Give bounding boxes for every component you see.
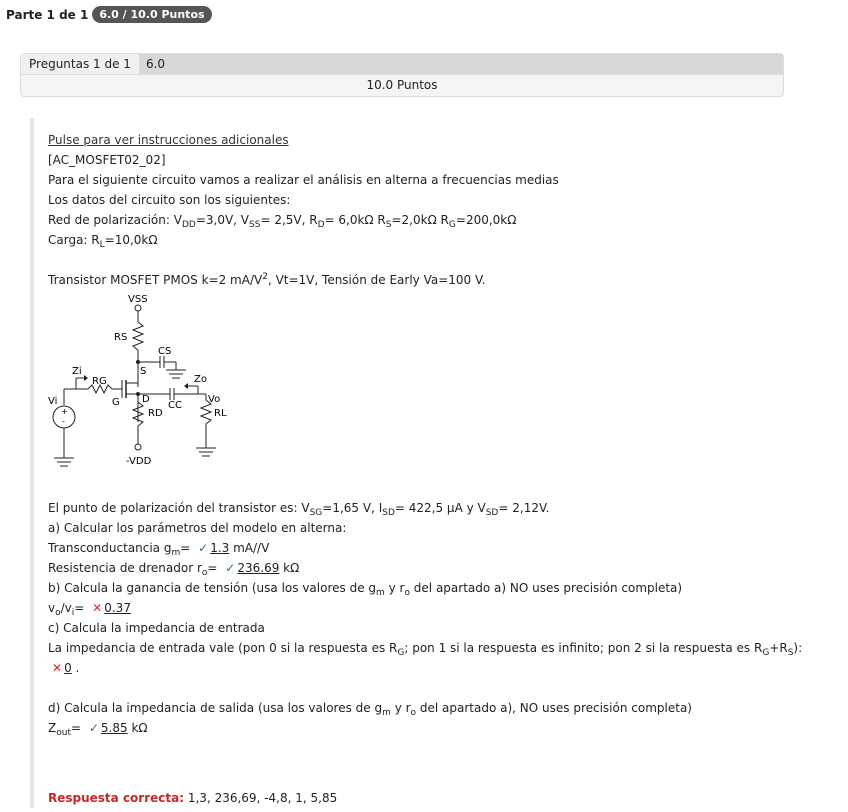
label-g: G <box>112 397 120 408</box>
question-count-label: Preguntas 1 de 1 <box>21 54 140 74</box>
transistor-data: Transistor MOSFET PMOS k=2 $mA/V^2$, Vt=1V, Tensión de Early Va=100 V. <box>48 272 486 287</box>
label-vi: Vi <box>48 396 58 407</box>
data-intro: Los datos del circuito son los siguientes: <box>48 193 291 207</box>
bias-point: El punto de polarización del transistor es: $V_{SG}=1,65$ V, $I_{SD}= 422,5$ µA y $V_{SD}= 2,12V$. <box>48 501 550 518</box>
label-vo: Vo <box>208 394 221 405</box>
intro-text: Para el siguiente circuito vamos a realizar el análisis en alterna a frecuencias medias <box>48 173 559 187</box>
zin-answer: 0 <box>64 661 72 675</box>
score-badge: 6.0 / 10.0 Puntos <box>92 6 211 23</box>
check-icon: ✓ <box>88 721 99 735</box>
label-rs: RS <box>114 332 128 343</box>
gm-answer: 1.3 <box>210 541 230 555</box>
question-summary <box>20 53 784 97</box>
part-header <box>6 6 212 23</box>
zin-row: La impedancia de entrada vale (pon 0 si la respuesta es $R_G$; pon 1 si la respuesta es infinito; pon 2 si la respuesta es $R_G+R_S$): ✕ 0 . <box>48 641 803 675</box>
circuit-diagram <box>48 292 248 482</box>
question-body <box>48 130 828 808</box>
content-left-bar <box>30 118 34 808</box>
correct-values: 1,3, 236,69, -4,8, 1, 5,85 <box>187 791 338 805</box>
label-s: S <box>140 366 147 377</box>
polarization-data: Red de polarización: $V_{DD}=3,0V$, $V_{SS}= 2,5V$, $R_D= 6,0k\Omega$ $R_S=2,0k\Omega$ $R_G=200,0k\Omega$ <box>48 213 517 230</box>
label-rg: RG <box>92 376 107 387</box>
gain-answer: 0.37 <box>104 601 131 615</box>
label-cc: CC <box>168 400 182 411</box>
label-zi: Zi <box>72 366 82 377</box>
label-cs: CS <box>158 346 172 357</box>
gm-row: Transconductancia $g_m=$ ✓ 1.3 mA//V <box>48 541 270 558</box>
label-d: D <box>142 394 150 405</box>
instructions-link[interactable]: Pulse para ver instrucciones adicionales <box>48 133 289 147</box>
label-vss: VSS <box>128 294 148 305</box>
svg-text:+: + <box>61 407 68 416</box>
ro-row: Resistencia de drenador $r_o=$ ✓ 236.69 kΩ <box>48 561 300 578</box>
label-rd: RD <box>148 408 163 419</box>
correct-answer <box>48 788 828 808</box>
question-score-value: 6.0 <box>140 54 783 74</box>
part-a-title: a) Calcular los parámetros del modelo en alterna: <box>48 521 347 535</box>
label-zo: Zo <box>194 374 207 385</box>
check-icon: ✓ <box>198 541 209 555</box>
part-b-title: b) Calcula la ganancia de tensión (usa los valores de $g_m$ y $r_o$ del apartado a) NO uses precisión completa) <box>48 581 683 598</box>
correct-label: Respuesta correcta: <box>48 791 185 805</box>
check-icon: ✓ <box>225 561 236 575</box>
label-vdd: -VDD <box>126 456 152 467</box>
zout-row: $Z_{out}=$ ✓ 5.85 kΩ <box>48 721 148 738</box>
svg-text:-: - <box>62 417 65 426</box>
question-points: 10.0 Puntos <box>21 74 783 95</box>
cross-icon: ✕ <box>52 661 63 675</box>
load-data: Carga: $R_L=10,0k\Omega$ <box>48 233 158 250</box>
question-code: [AC_MOSFET02_02] <box>48 153 166 167</box>
ro-answer: 236.69 <box>237 561 280 575</box>
cross-icon: ✕ <box>92 601 103 615</box>
part-d-title: d) Calcula la impedancia de salida (usa los valores de $g_m$ y $r_o$ del apartado a), NO uses precisión completa) <box>48 701 692 718</box>
part-c-title: c) Calcula la impedancia de entrada <box>48 621 265 635</box>
part-label: Parte 1 de 1 <box>6 7 89 22</box>
gain-row: $v_o/v_i=$ ✕ 0.37 <box>48 601 131 618</box>
zout-answer: 5.85 <box>100 721 128 735</box>
label-rl: RL <box>214 408 227 419</box>
